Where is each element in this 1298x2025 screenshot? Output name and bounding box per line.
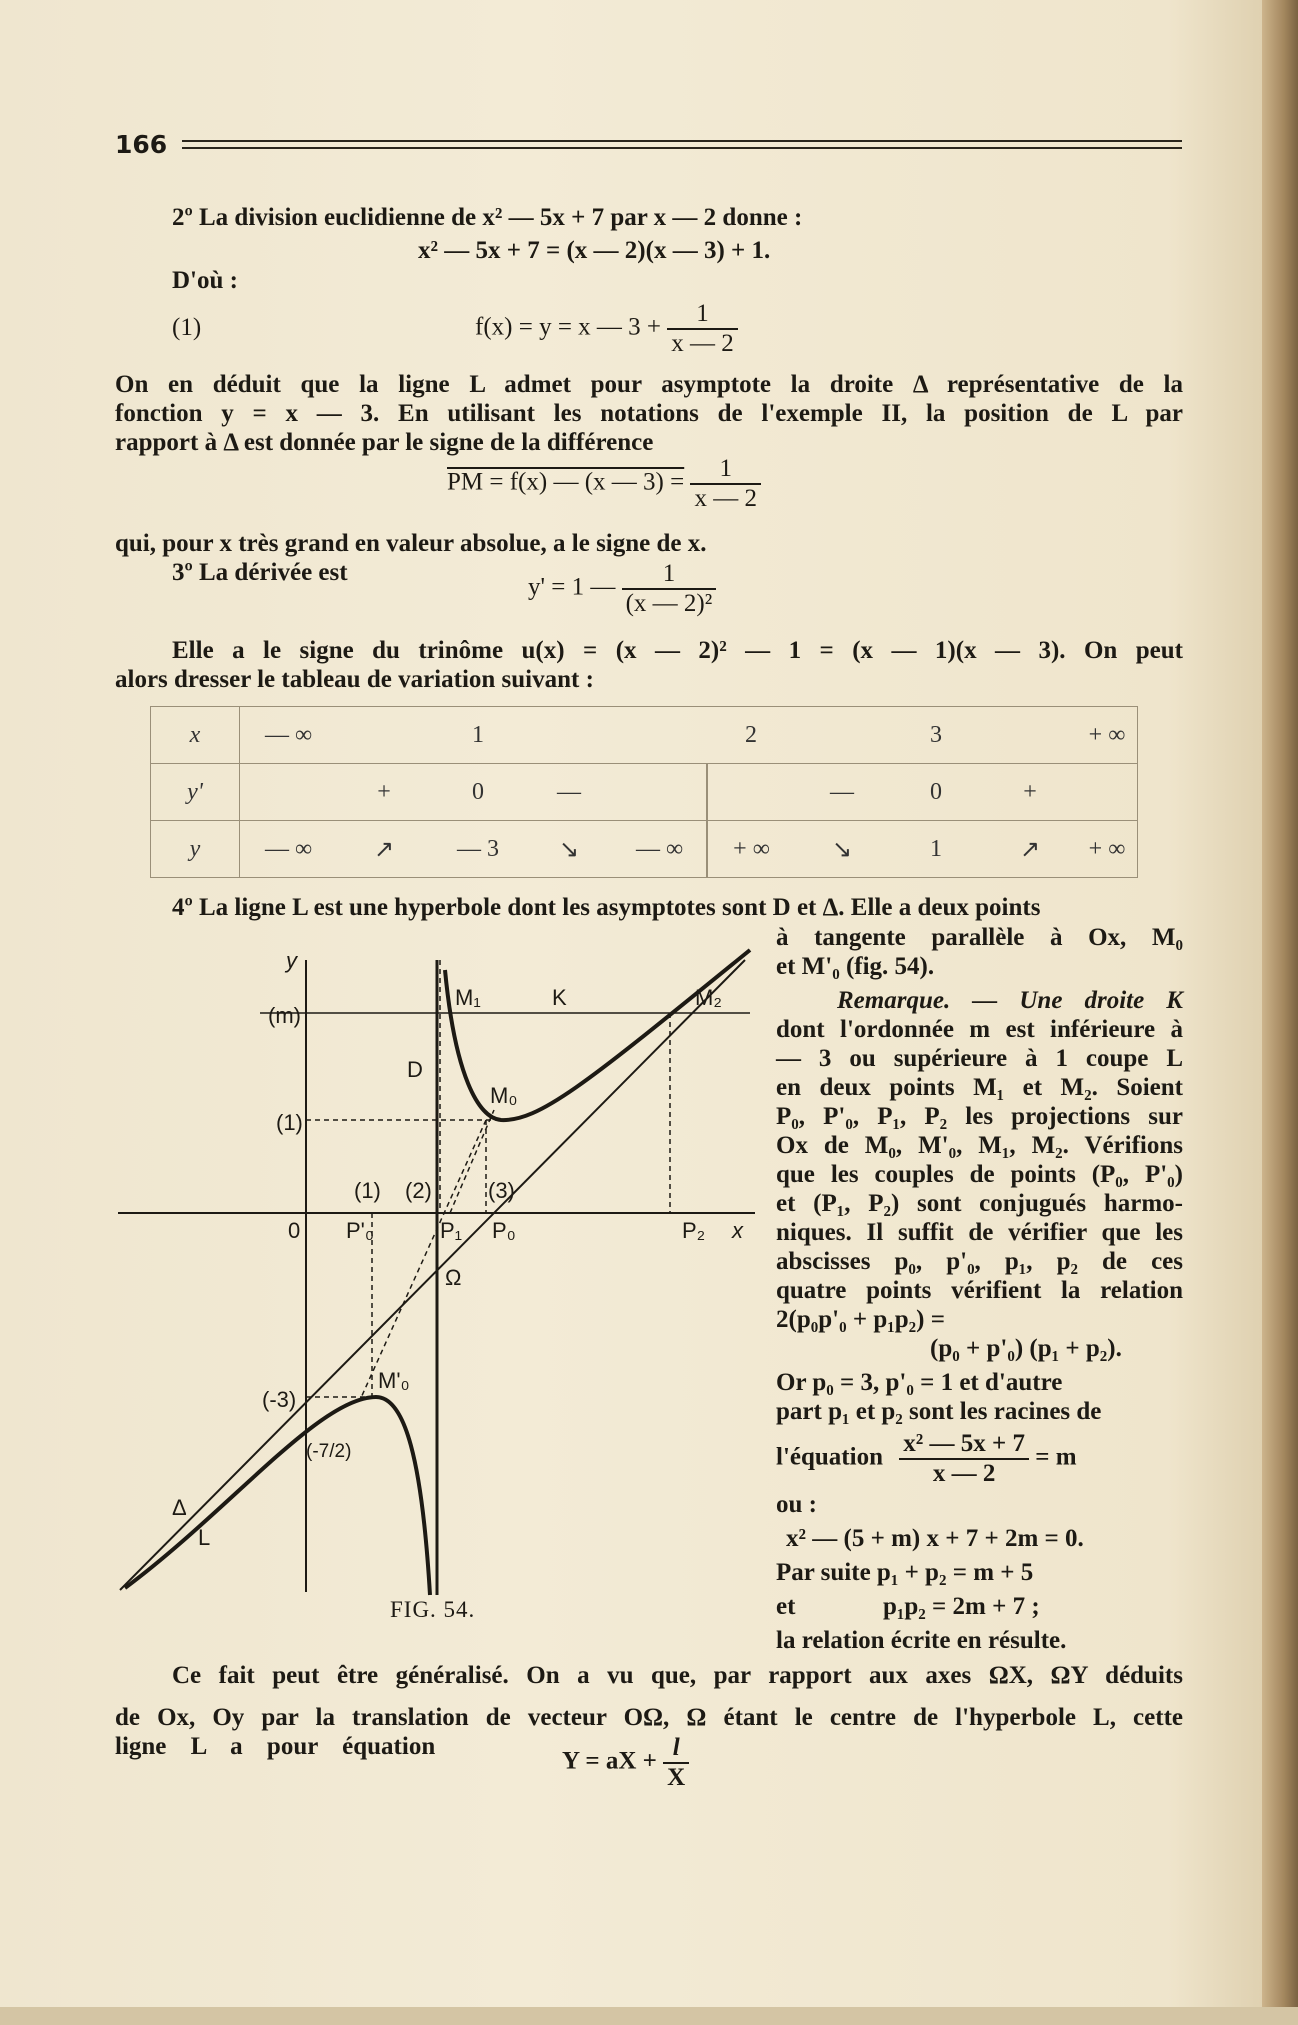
text-line: qui, pour x très grand en valeur absolue, a le signe de x. xyxy=(115,530,707,557)
text-line: et M'₀ (fig. 54). xyxy=(776,953,935,980)
equation-left: PM = f(x) — (x — 3) = xyxy=(447,468,685,496)
label-P2: P₂ xyxy=(682,1218,706,1243)
table-row xyxy=(151,764,1138,821)
table-cell: ↘ xyxy=(795,821,889,878)
header-rule xyxy=(182,140,1182,142)
text-line: 3º La dérivée est xyxy=(172,559,348,586)
text-line: 2(p₀p'₀ + p₁p₂) = xyxy=(776,1306,945,1333)
text-line: rapport à Δ est donnée par le signe de la différence xyxy=(115,429,654,456)
label-minus3: (-3) xyxy=(262,1387,297,1412)
equation-1 xyxy=(475,300,738,358)
header-rule xyxy=(182,147,1182,149)
label-m: (m) xyxy=(268,1003,301,1028)
text-line: (p₀ + p'₀) (p₁ + p₂). xyxy=(930,1335,1122,1362)
remark-heading: Remarque. — Une droite K xyxy=(837,987,1183,1014)
text-line: P₀, P'₀, P₁, P₂ les projections sur xyxy=(776,1103,1183,1130)
text-line: et (P₁, P₂) sont conjugués harmo- xyxy=(776,1190,1183,1217)
table-cell: 1 xyxy=(431,707,525,764)
equation: p₁p₂ = 2m + 7 ; xyxy=(883,1593,1040,1620)
equation: x² — 5x + 7 = (x — 2)(x — 3) + 1. xyxy=(418,237,771,264)
label-K: K xyxy=(552,985,567,1010)
page-bottom-edge xyxy=(0,2007,1298,2025)
table-cell: 2 xyxy=(707,707,795,764)
label-origin: 0 xyxy=(288,1218,301,1243)
text-line: fonction y = x — 3. En utilisant les notations de l'exemple II, la position de L par xyxy=(115,400,1183,427)
text-fragment: = m xyxy=(1035,1443,1077,1471)
text-line: ou : xyxy=(776,1491,817,1518)
figure-54 xyxy=(110,940,760,1620)
figure-caption: FIG. 54. xyxy=(390,1597,476,1622)
equation-left: Y = aX + xyxy=(562,1747,657,1775)
fraction: $\frac{1}{\text{(x — 2)²}}$ xyxy=(622,560,717,618)
text-line: dont l'ordonnée m est inférieure à xyxy=(776,1016,1183,1043)
label-M1: M₁ xyxy=(455,985,481,1010)
equation: x² — (5 + m) x + 7 + 2m = 0. xyxy=(786,1525,1084,1552)
label-t1: (1) xyxy=(354,1178,381,1203)
table-cell: 0 xyxy=(431,764,525,821)
label-y: y xyxy=(286,948,297,973)
label-P0p: P'₀ xyxy=(346,1218,375,1243)
text-line: et xyxy=(776,1593,796,1620)
label-D: D xyxy=(407,1057,423,1082)
final-equation xyxy=(562,1734,689,1792)
table-cell: — xyxy=(525,764,613,821)
table-cell: — ∞ xyxy=(613,821,707,878)
fraction: $\frac{\text{x² — 5x + 7}}{x — 2}$ xyxy=(899,1430,1029,1488)
page-edge xyxy=(1262,0,1298,2025)
text-line: ligne L a pour équation xyxy=(115,1733,436,1760)
table-cell: — ∞ xyxy=(240,707,338,764)
text-line: On en déduit que la ligne L admet pour asymptote la droite Δ représentative de la xyxy=(115,371,1183,398)
text-line: quatre points vérifient la relation xyxy=(776,1277,1183,1304)
text-line: D'où : xyxy=(172,267,238,294)
label-M2: M₂ xyxy=(695,985,722,1010)
equation-pm xyxy=(447,455,761,513)
text-line: la relation écrite en résulte. xyxy=(776,1627,1067,1654)
table-cell: + ∞ xyxy=(707,821,795,878)
label-1: (1) xyxy=(276,1110,303,1135)
text-line: de Ox, Oy par la translation de vecteur OΩ, Ω étant le centre de l'hyperbole L, cette xyxy=(115,1704,1183,1731)
label-t3: (3) xyxy=(488,1178,515,1203)
table-cell: ↗ xyxy=(983,821,1077,878)
label-P1: P₁ xyxy=(440,1218,463,1243)
table-cell: y xyxy=(151,821,240,878)
label-M0p: M'₀ xyxy=(378,1368,410,1393)
text-line: 2º La division euclidienne de x² — 5x + 7 par x — 2 donne : xyxy=(172,204,803,231)
label-omega: Ω xyxy=(445,1265,462,1290)
label-delta: Δ xyxy=(172,1495,187,1520)
table-cell: — ∞ xyxy=(240,821,338,878)
table-cell: 1 xyxy=(889,821,983,878)
label-x: x xyxy=(732,1218,743,1243)
text-line: que les couples de points (P₀, P'₀) xyxy=(776,1161,1183,1188)
table-row xyxy=(151,707,1138,764)
table-cell: 0 xyxy=(889,764,983,821)
label-M0: M₀ xyxy=(490,1083,518,1108)
text-line: abscisses p₀, p'₀, p₁, p₂ de ces xyxy=(776,1248,1183,1275)
text-line: 4º La ligne L est une hyperbole dont les asymptotes sont D et Δ. Elle a deux points xyxy=(172,894,1041,921)
table-cell: x xyxy=(151,707,240,764)
table-cell: + ∞ xyxy=(1077,821,1138,878)
fraction: $\frac{1}{x — 2}$ xyxy=(690,455,761,513)
text-line: Ox de M₀, M'₀, M₁, M₂. Vérifions xyxy=(776,1132,1183,1159)
equation-left: f(x) = y = x — 3 + xyxy=(475,313,662,341)
fraction: $\frac{l}{X}$ xyxy=(663,1734,689,1792)
table-cell: ↘ xyxy=(525,821,613,878)
hyperbola-lower-branch xyxy=(125,1397,430,1595)
table-cell: — 3 xyxy=(431,821,525,878)
text-line: Or p₀ = 3, p'₀ = 1 et d'autre xyxy=(776,1369,1063,1396)
variation-table xyxy=(150,706,1138,878)
table-cell: + ∞ xyxy=(1077,707,1138,764)
table-cell: y' xyxy=(151,764,240,821)
label-P0: P₀ xyxy=(492,1218,516,1243)
text-line: en deux points M₁ et M₂. Soient xyxy=(776,1074,1183,1101)
equation-number: (1) xyxy=(172,314,202,341)
table-cell: — xyxy=(795,764,889,821)
text-line: alors dresser le tableau de variation suivant : xyxy=(115,666,594,693)
table-cell: 3 xyxy=(889,707,983,764)
line-M0-M0p xyxy=(360,1120,486,1400)
table-cell: + xyxy=(983,764,1077,821)
label-L: L xyxy=(198,1525,211,1550)
text-line: Par suite p₁ + p₂ = m + 5 xyxy=(776,1559,1034,1586)
label-minus-7-2: (-7/2) xyxy=(306,1441,352,1462)
table-cell: + xyxy=(337,764,431,821)
equation-line xyxy=(776,1430,1077,1488)
text-line: niques. Il suffit de vérifier que les xyxy=(776,1219,1183,1246)
text-line: à tangente parallèle à Ox, M₀ xyxy=(776,924,1183,951)
text-line: — 3 ou supérieure à 1 coupe L xyxy=(776,1045,1183,1072)
page-number: 166 xyxy=(115,130,168,159)
label-t2: (2) xyxy=(405,1178,432,1203)
text-fragment: l'équation xyxy=(776,1443,883,1471)
table-cell: ↗ xyxy=(337,821,431,878)
fraction: $\frac{1}{x — 2}$ xyxy=(667,300,738,358)
asymptote-delta xyxy=(120,960,745,1590)
equation-derivative xyxy=(528,560,716,618)
text-line: Ce fait peut être généralisé. On a vu que, par rapport aux axes ΩX, ΩY déduits xyxy=(172,1662,1183,1689)
text-line: Elle a le signe du trinôme u(x) = (x — 2)² — 1 = (x — 1)(x — 3). On peut xyxy=(172,637,1183,664)
equation-left: y' = 1 — xyxy=(528,573,616,601)
table-row xyxy=(151,821,1138,878)
text-line: part p₁ et p₂ sont les racines de xyxy=(776,1398,1102,1425)
